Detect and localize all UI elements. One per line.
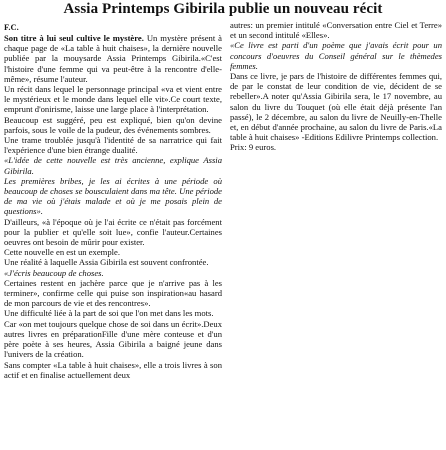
paragraph: Une réalité à laquelle Assia Gibirila est souvent confrontée. <box>4 257 209 268</box>
paragraph: Un récit dans lequel le personnage principal «va et vient entre le mystérieux et le monde dans lequel elle vit».Ce court texte, emprunt d'onirisme, laisse une large place à l'interprétation. <box>4 84 222 115</box>
article-byline: F.C. <box>4 22 19 32</box>
quote-paragraph: «J'écris beaucoup de choses. <box>4 267 104 278</box>
quote-paragraph: «L'idée de cette nouvelle est très ancienne, explique Assia Gibirila. <box>4 155 222 176</box>
paragraph: Cette nouvelle en est un exemple. <box>4 247 120 258</box>
paragraph: autres: un premier intitulé «Conversation entre Ciel et Terre» et un second intitulé «Elles». <box>230 20 442 41</box>
paragraph <box>4 33 222 84</box>
article-column-left <box>4 33 222 380</box>
paragraph: D'ailleurs, «à l'époque où je l'ai écrite ce n'était pas forcément pour la publier et qu'elle soit lue», confie l'auteur.Certaines oeuvres ont besoin de mûrir pour exister. <box>4 216 222 248</box>
article-title: Assia Printemps Gibirila publie un nouveau récit <box>63 1 383 17</box>
paragraph: Une trame troublée jusqu'à l'identité de sa narratrice qui fait l'expérience d'une bien étrange dualité. <box>4 135 222 156</box>
lead-sentence: Son titre à lui seul cultive le mystère. <box>4 33 144 43</box>
paragraph: Car «on met toujours quelque chose de soi dans un écrit».Deux autres livres en préparationFille d'une mère conteuse et d'un père poète à ses heures, Assia Gibirila a baigné jeune dans l'univers de la création. <box>4 318 222 360</box>
paragraph: Dans ce livre, je pars de l'histoire de différentes femmes qui, de par le constat de leur condition de vie, décident de se rebeller».A noter qu'Assia Gibirila sera, le 17 novembre, au salon du livre du Touquet (où elle était déjà présente l'an passé), le 2 décembre, au salon du livre de Neuilly-en-Thelle et, en début d'année prochaine, au salon du livre de Paris.«La table à huit chaises» -Editions Edilivre Printemps collection. <box>230 71 442 143</box>
paragraph: Sans compter «La table à huit chaises», elle a trois livres à son actif et en finalise actuellement deux <box>4 359 222 380</box>
paragraph: Une difficulté liée à la part de soi que l'on met dans les mots. <box>4 308 214 319</box>
paragraph: Certaines restent en jachère parce que je n'arrive pas à les terminer», confirme celle qui puise son inspiration«au hasard de mon parcours de vie et des rencontres». <box>4 277 222 309</box>
paragraph-text: Un mystère présent à chaque page de «La table à huit chaises», la dernière nouvelle publiée par la mouysarde Assia Printemps Gibirila.«C'est l'histoire d'une femme qui va peut-être à la rencontre d'elle-même», résume l'auteur. <box>4 33 222 84</box>
article-column-right <box>230 20 442 153</box>
quote-paragraph: Les premières bribes, je les ai écrites à une période où beaucoup de choses se bousculaient dans ma tête. Une période de ma vie où j'étais malade et où je me posais plein de questions». <box>4 175 222 217</box>
price-line: Prix: 9 euros. <box>230 142 277 153</box>
paragraph: Beaucoup est suggéré, peu est expliqué, bien qu'on devine parfois, sous le voile de la pudeur, des événements sombres. <box>4 114 222 135</box>
quote-paragraph: «Ce livre est parti d'un poème que j'avais écrit pour un concours d'oeuvres du Conseil général sur le thèmedes femmes. <box>230 40 442 71</box>
